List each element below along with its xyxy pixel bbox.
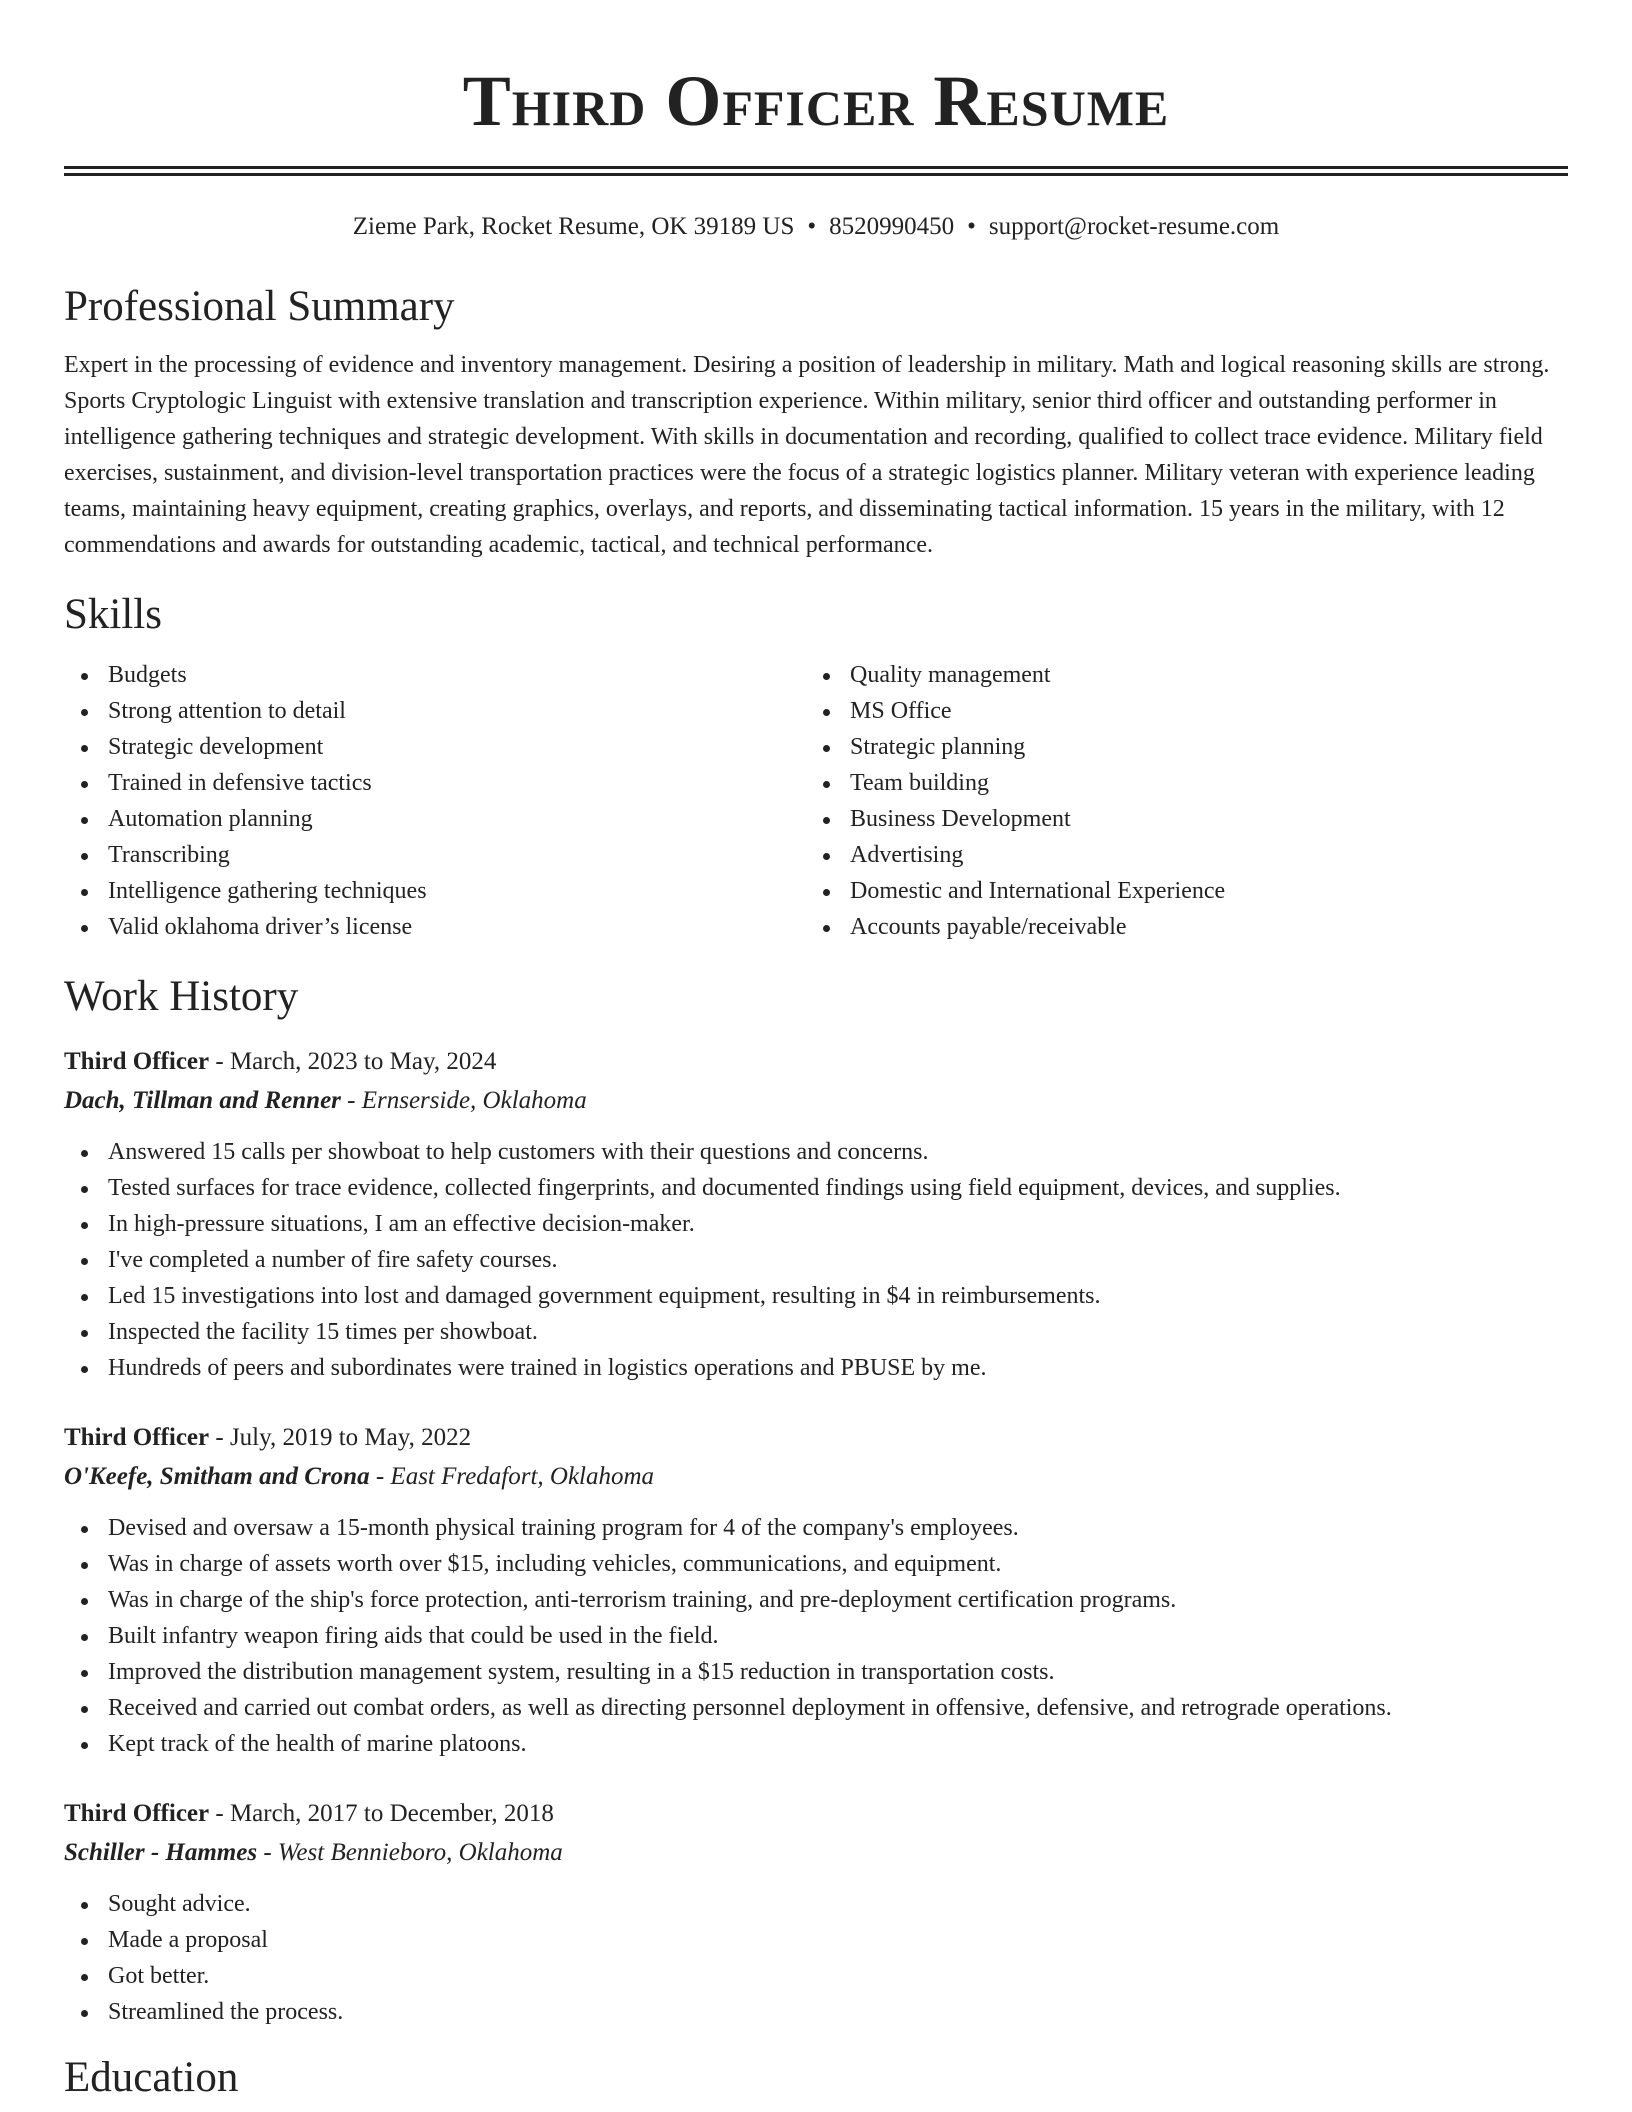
skill-item: Intelligence gathering techniques xyxy=(64,873,806,909)
job-bullets xyxy=(64,1510,1568,1762)
job-dash: - xyxy=(369,1463,391,1490)
job-bullet: Sought advice. xyxy=(64,1886,1568,1922)
skill-item: Business Development xyxy=(806,801,1548,837)
job-bullet: Answered 15 calls per showboat to help customers with their questions and concerns. xyxy=(64,1134,1568,1170)
job-entry xyxy=(64,1795,1568,2030)
skill-item: Strategic planning xyxy=(806,729,1548,765)
skill-item: Quality management xyxy=(806,657,1548,693)
skill-item: Transcribing xyxy=(64,837,806,873)
job-bullet: Was in charge of the ship's force protection, anti-terrorism training, and pre-deployment certification programs. xyxy=(64,1582,1568,1618)
job-bullet: I've completed a number of fire safety courses. xyxy=(64,1242,1568,1278)
job-bullet: Built infantry weapon firing aids that could be used in the field. xyxy=(64,1618,1568,1654)
job-bullet: Kept track of the health of marine platoons. xyxy=(64,1726,1568,1762)
contact-line xyxy=(64,211,1568,243)
summary-text: Expert in the processing of evidence and inventory management. Desiring a position of leadership in military. Math and logical reasoning skills are strong. Sports Cryptologic Linguist with extensive translation and transcription experience. Within military, senior third officer and outstanding performer in intelligence gathering techniques and strategic development. With skills in documentation and recording, qualified to collect trace evidence. Military field exercises, sustainment, and division-level transportation practices were the focus of a strategic logistics planner. Military veteran with experience leading teams, maintaining heavy equipment, creating graphics, overlays, and reports, and disseminating tactical information. 15 years in the military, with 12 commendations and awards for outstanding academic, tactical, and technical performance. xyxy=(64,352,1550,558)
job-bullet: Devised and oversaw a 15-month physical training program for 4 of the company's employees. xyxy=(64,1510,1568,1546)
skills-list xyxy=(64,657,1568,945)
skill-item: Valid oklahoma driver’s license xyxy=(64,909,806,945)
job-company-line xyxy=(64,1081,1568,1121)
skills-column-left xyxy=(64,657,806,945)
skill-item: MS Office xyxy=(806,693,1548,729)
job-bullet: Received and carried out combat orders, as well as directing personnel deployment in offensive, defensive, and retrograde operations. xyxy=(64,1690,1568,1726)
education-heading: Education xyxy=(64,2054,239,2101)
summary-heading: Professional Summary xyxy=(64,283,455,330)
job-location: West Bennieboro, Oklahoma xyxy=(277,1839,563,1866)
job-bullet: Led 15 investigations into lost and damaged government equipment, resulting in $4 in reimbursements. xyxy=(64,1278,1568,1314)
job-dash: - xyxy=(209,1424,230,1451)
contact-separator: • xyxy=(807,213,817,240)
job-entry xyxy=(64,1419,1568,1762)
job-entry xyxy=(64,1043,1568,1386)
skill-item: Domestic and International Experience xyxy=(806,873,1548,909)
skill-item: Budgets xyxy=(64,657,806,693)
job-company: O'Keefe, Smitham and Crona xyxy=(64,1463,370,1490)
resume-title: Third Officer Resume xyxy=(462,61,1170,141)
contact-separator: • xyxy=(967,213,976,240)
job-dates: July, 2019 to May, 2022 xyxy=(229,1424,472,1451)
job-dash: - xyxy=(209,1048,230,1075)
job-title-line xyxy=(64,1043,1568,1081)
job-bullet: Improved the distribution management system, resulting in a $15 reduction in transportation costs. xyxy=(64,1654,1568,1690)
resume-page xyxy=(64,0,1568,2104)
job-dates: March, 2023 to May, 2024 xyxy=(229,1048,497,1075)
job-dash: - xyxy=(257,1839,278,1866)
skill-item: Strategic development xyxy=(64,729,806,765)
job-title-line xyxy=(64,1795,1568,1833)
job-bullet: Inspected the facility 15 times per showboat. xyxy=(64,1314,1568,1350)
job-bullets xyxy=(64,1886,1568,2030)
job-role: Third Officer xyxy=(64,1800,210,1827)
skill-item: Advertising xyxy=(806,837,1548,873)
job-bullet: Tested surfaces for trace evidence, collected fingerprints, and documented findings using field equipment, devices, and supplies. xyxy=(64,1170,1568,1206)
job-company: Dach, Tillman and Renner xyxy=(64,1087,341,1114)
job-role: Third Officer xyxy=(64,1048,210,1075)
job-role: Third Officer xyxy=(64,1424,210,1451)
contact-phone: 8520990450 xyxy=(829,213,955,240)
title-divider xyxy=(64,166,1568,176)
skill-item: Strong attention to detail xyxy=(64,693,806,729)
contact-email[interactable]: support@rocket-resume.com xyxy=(988,213,1280,240)
job-bullet: Was in charge of assets worth over $15, including vehicles, communications, and equipment. xyxy=(64,1546,1568,1582)
skills-column-right xyxy=(806,657,1548,945)
job-bullet: Got better. xyxy=(64,1958,1568,1994)
skill-item: Automation planning xyxy=(64,801,806,837)
skills-heading: Skills xyxy=(64,591,162,638)
job-bullet: Hundreds of peers and subordinates were trained in logistics operations and PBUSE by me. xyxy=(64,1350,1568,1386)
job-bullet: Made a proposal xyxy=(64,1922,1568,1958)
contact-address: Zieme Park, Rocket Resume, OK 39189 US xyxy=(352,213,795,240)
job-bullet: In high-pressure situations, I am an effective decision-maker. xyxy=(64,1206,1568,1242)
skill-item: Accounts payable/receivable xyxy=(806,909,1548,945)
job-dates: March, 2017 to December, 2018 xyxy=(229,1800,554,1827)
job-company: Schiller - Hammes xyxy=(64,1839,258,1866)
job-title-line xyxy=(64,1419,1568,1457)
skill-item: Trained in defensive tactics xyxy=(64,765,806,801)
job-bullet: Streamlined the process. xyxy=(64,1994,1568,2030)
job-company-line xyxy=(64,1833,1568,1873)
job-location: Ernserside, Oklahoma xyxy=(361,1087,587,1114)
job-location: East Fredafort, Oklahoma xyxy=(390,1463,655,1490)
work-history-heading: Work History xyxy=(64,973,299,1020)
skill-item: Team building xyxy=(806,765,1548,801)
job-company-line xyxy=(64,1457,1568,1497)
job-dash: - xyxy=(209,1800,230,1827)
job-bullets xyxy=(64,1134,1568,1386)
job-dash: - xyxy=(340,1087,362,1114)
